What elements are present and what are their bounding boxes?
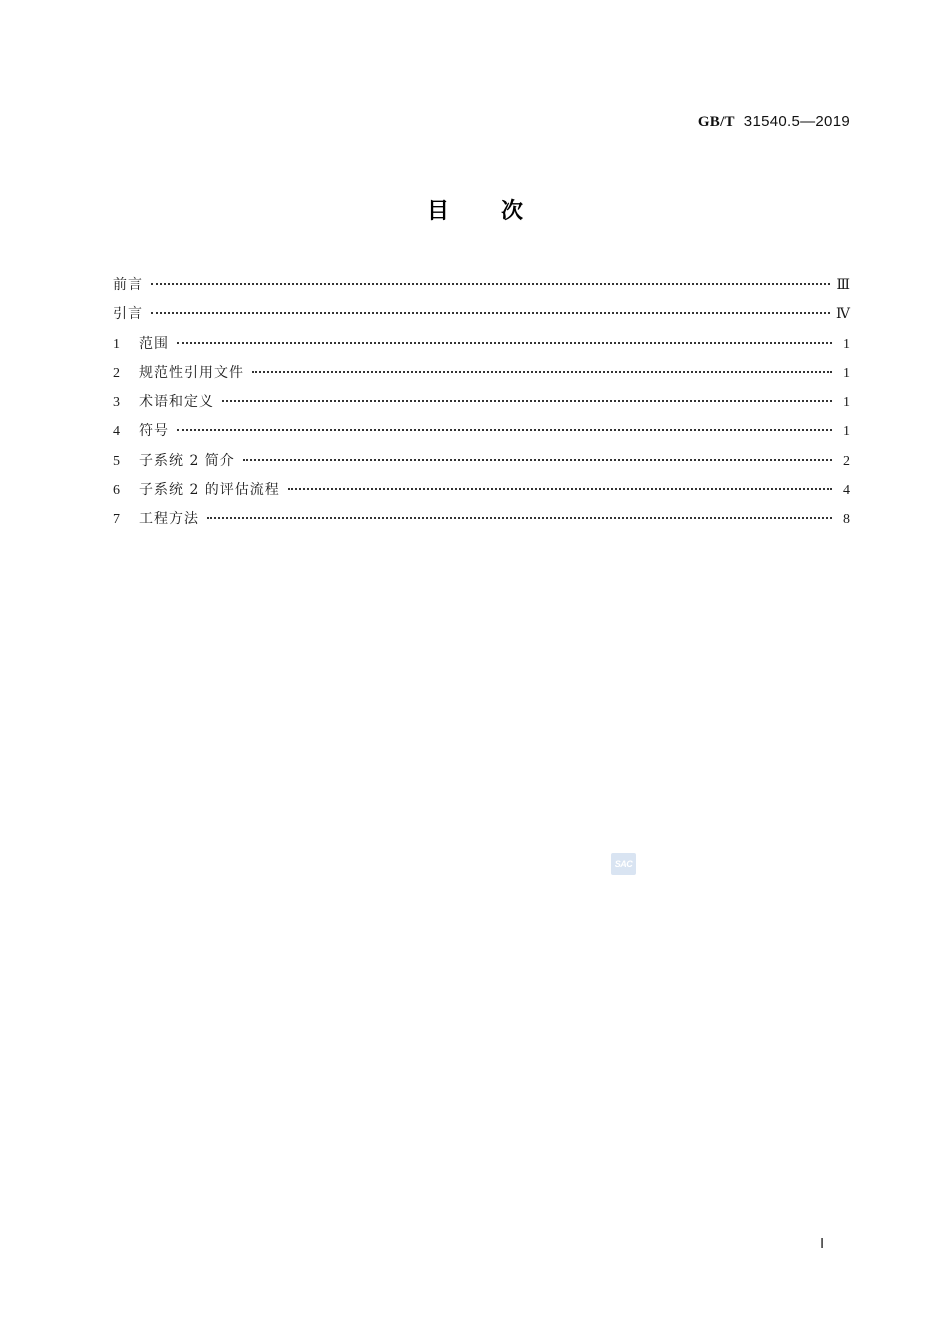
toc-entry-page: Ⅲ [836, 278, 850, 293]
dot-leader [288, 488, 832, 490]
toc-entry-page: 2 [843, 453, 850, 469]
toc-entry-title: 子系统 2 简介 [139, 452, 235, 469]
toc-entry-number: 3 [113, 395, 120, 411]
toc-entry-page: 8 [843, 512, 850, 528]
table-of-contents [113, 271, 850, 535]
toc-entry[interactable] [113, 300, 850, 329]
toc-entry-title: 符号 [139, 423, 169, 440]
dot-leader [243, 459, 832, 461]
dot-leader [177, 429, 832, 431]
dot-leader [207, 517, 832, 519]
toc-entry-number: 2 [113, 365, 120, 381]
toc-entry[interactable] [113, 476, 850, 505]
toc-entry-number: 6 [113, 483, 120, 499]
toc-entry[interactable] [113, 359, 850, 388]
toc-entry-page: 1 [843, 336, 850, 352]
toc-entry-title: 子系统 2 的评估流程 [139, 482, 280, 499]
dot-leader [177, 342, 832, 344]
dot-leader [252, 371, 832, 373]
toc-entry[interactable] [113, 271, 850, 300]
dot-leader [151, 283, 830, 285]
toc-entry-number: 4 [113, 424, 120, 440]
toc-entry[interactable] [113, 388, 850, 417]
dot-leader [151, 312, 830, 314]
toc-entry-page: 1 [843, 395, 850, 411]
toc-entry-title: 工程方法 [139, 511, 199, 528]
dot-leader [222, 400, 832, 402]
toc-entry-page: Ⅳ [836, 307, 850, 323]
toc-entry-title: 引言 [113, 306, 143, 323]
toc-entry[interactable] [113, 447, 850, 476]
standard-number [698, 113, 850, 131]
toc-entry-title: 术语和定义 [139, 394, 214, 411]
toc-entry-number: 1 [113, 336, 120, 352]
toc-entry-title: 前言 [113, 277, 143, 293]
standard-code: GB/T [697, 114, 735, 130]
toc-entry-number: 5 [113, 453, 120, 469]
sac-watermark-logo: SAC [611, 853, 636, 875]
toc-entry-page: 4 [843, 483, 850, 499]
toc-entry[interactable] [113, 505, 850, 534]
page-title: 目次 [426, 199, 575, 224]
toc-entry-page: 1 [843, 424, 850, 440]
standard-number-value: 31540.5—2019 [743, 113, 850, 130]
toc-entry-page: 1 [843, 365, 850, 381]
page-number: Ⅰ [820, 1237, 825, 1252]
toc-entry[interactable] [113, 330, 850, 359]
toc-entry-number: 7 [113, 512, 120, 528]
toc-entry[interactable] [113, 417, 850, 446]
toc-entry-title: 范围 [139, 335, 169, 352]
toc-entry-title: 规范性引用文件 [139, 364, 244, 381]
